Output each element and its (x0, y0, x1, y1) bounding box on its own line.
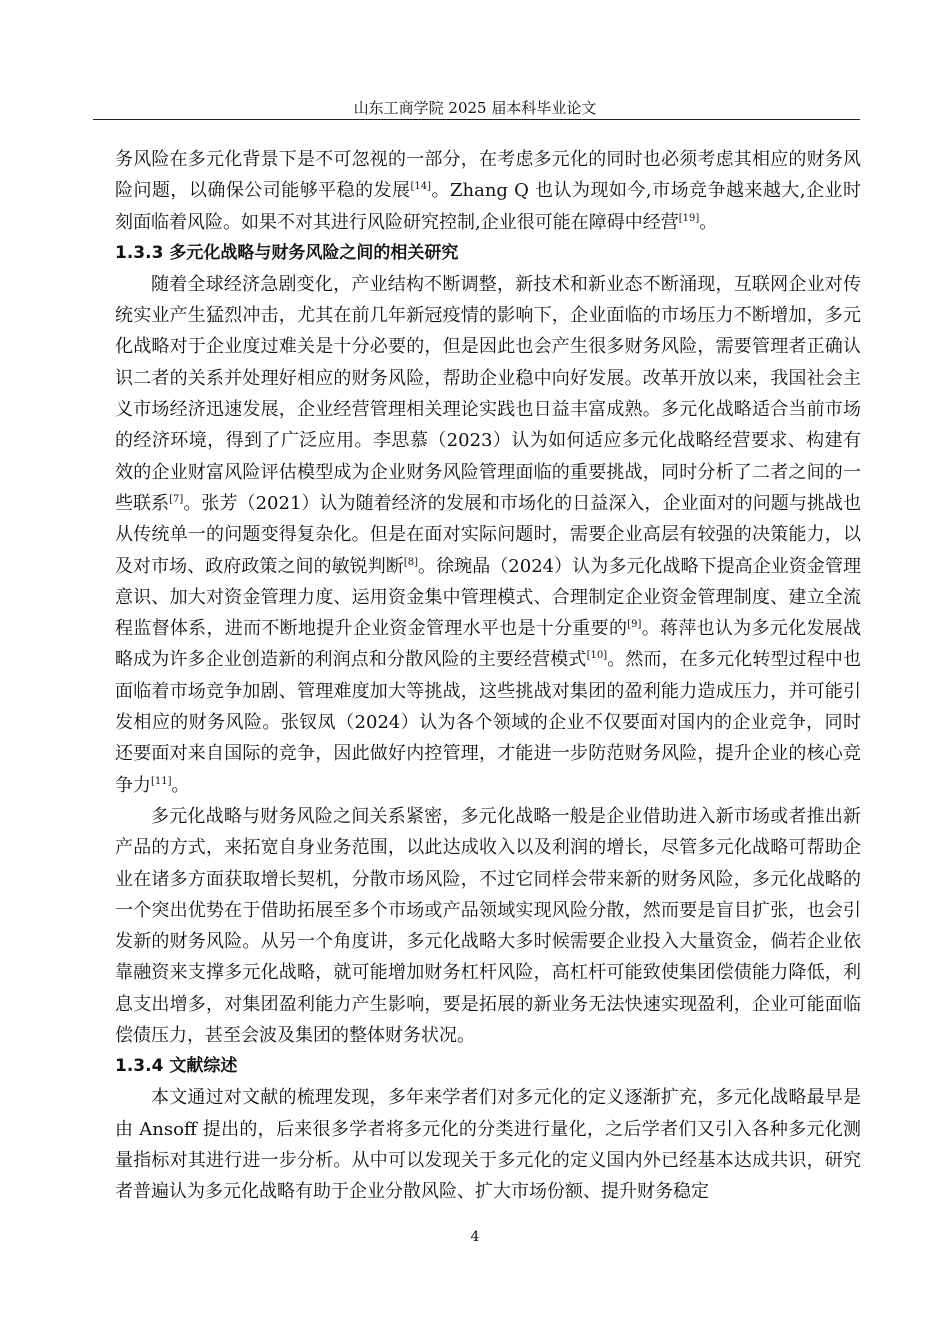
text-run: 务风险在多元化背景下是不可忽视的一部分，在考虑多元化的同时也必须考虑其相应的财务风险问题，以确保公司能够平稳的发展 (115, 149, 861, 202)
text-run: 。Zhang Q 也认为现如今,市场竞争越来越大,企业时刻面临着风险。如果不对其进行风险研究控制,企业很可能在障碍中经营 (115, 180, 861, 233)
citation-reference: [14] (410, 181, 432, 193)
citation-reference: [8] (403, 556, 418, 568)
citation-reference: [10] (586, 650, 608, 662)
text-run: 。然而，在多元化转型过程中也面临着市场竞争加剧、管理难度加大等挑战，这些挑战对集团的盈利能力造成压力，并可能引发相应的财务风险。张钗凤（2024）认为各个领域的企业不仅要面对国内的企业竞争，同时还要面对来自国际的竞争，因此做好内控管理，才能进一步防范财务风险，提升企业的核心竞争力 (115, 649, 862, 796)
citation-reference: [11] (151, 775, 172, 787)
text-run: 多元化战略与财务风险之间关系紧密，多元化战略一般是企业借助进入新市场或者推出新产品的方式，来拓宽自身业务范围，以此达成收入以及利润的增长，尽管多元化战略可帮助企业在诸多方面获取增长契机，分散市场风险，不过它同样会带来新的财务风险，多元化战略的一个突出优势在于借助拓展至多个市场或产品领域实现风险分散，然而要是盲目扩张，也会引发新的财务风险。从另一个角度讲，多元化战略大多时候需要企业投入大量资金，倘若企业依靠融资来支撑多元化战略，就可能增加财务杠杆风险，高杠杆可能致使集团偿债能力降低，利息支出增多，对集团盈利能力产生影响，要是拓展的新业务无法快速实现盈利，企业可能面临偿债压力，甚至会波及集团的整体财务状况。 (115, 805, 861, 1047)
paragraph-continued (115, 144, 861, 238)
text-run: 。徐琬晶（2024）认为多元化战略下提高企业资金管理意识、加大对资金管理力度、运用资金集中管理模式、合理制定企业资金管理制度、建立全流程监督体系，进而不断地提升企业资金管理水平也是十分重要的 (115, 555, 861, 640)
section-heading-1-3-4: 1.3.4 文献综述 (115, 1056, 238, 1077)
text-run: 本文通过对文献的梳理发现，多年来学者们对多元化的定义逐渐扩充，多元化战略最早是由 Ansoff 提出的，后来很多学者将多元化的分类进行量化，之后学者们又引入各种多元化测量指标对其进行进一步分析。从中可以发现关于多元化的定义国内外已经基本达成共识，研究者普遍认为多元化战略有助于企业分散风险、扩大市场份额、提升财务稳定 (115, 1087, 861, 1203)
citation-reference: [19] (678, 212, 700, 224)
paragraph-related-research (115, 269, 861, 801)
paragraph-literature-review (115, 1082, 861, 1207)
header-rule (93, 119, 860, 120)
running-header: 山东工商学院 2025 届本科毕业论文 (353, 99, 597, 117)
text-run: 。张芳（2021）认为随着经济的发展和市场化的日益深入，企业面对的问题与挑战也从传统单一的问题变得复杂化。但是在面对实际问题时，需要企业高层有较强的决策能力，以及对市场、政府政策之间的敏锐判断 (115, 492, 861, 577)
text-run: 随着全球经济急剧变化，产业结构不断调整，新技术和新业态不断涌现，互联网企业对传统实业产生猛烈冲击，尤其在前几年新冠疫情的影响下，企业面临的市场压力不断增加，多元化战略对于企业度过难关是十分必要的，但是因此也会产生很多财务风险，需要管理者正确认识二者的关系并处理好相应的财务风险，帮助企业稳中向好发展。改革开放以来，我国社会主义市场经济迅速发展，企业经营管理相关理论实践也日益丰富成熟。多元化战略适合当前市场的经济环境，得到了广泛应用。李思慕（2023）认为如何适应多元化战略经营要求、构建有效的企业财富风险评估模型成为企业财务风险管理面临的重要挑战，同时分析了二者之间的一些联系 (115, 273, 861, 514)
page-number: 4 (470, 1229, 480, 1245)
text-run: 。 (171, 774, 190, 796)
paragraph-relationship (115, 801, 861, 1051)
text-run: 。蒋萍也认为多元化发展战略成为许多企业创造新的利润点和分散风险的主要经营模式 (115, 618, 862, 671)
page-body (115, 144, 861, 1208)
citation-reference: [7] (169, 493, 184, 505)
section-heading-1-3-3: 1.3.3 多元化战略与财务风险之间的相关研究 (115, 242, 459, 263)
text-run: 。 (699, 211, 718, 233)
citation-reference: [9] (627, 619, 642, 631)
